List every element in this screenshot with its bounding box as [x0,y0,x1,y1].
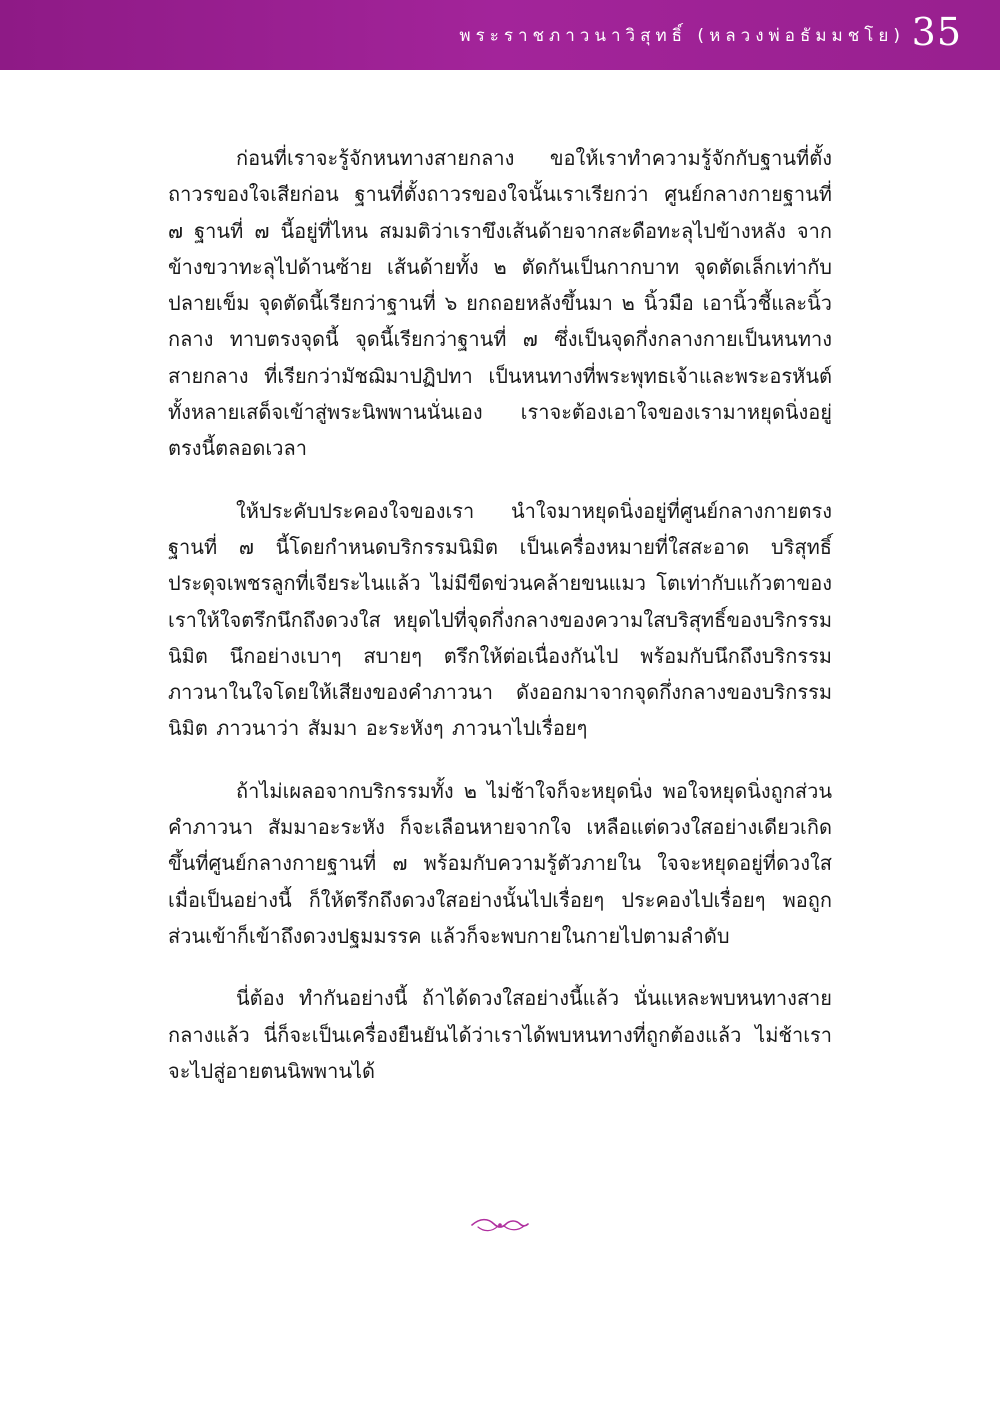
paragraph-1: ก่อนที่เราจะรู้จักหนทางสายกลาง ขอให้เราทำความรู้จักกับฐานที่ตั้งถาวรของใจเสียก่อน ฐานที่ตั้งถาวรของใจนั้นเราเรียกว่า ศูนย์กลางกายฐานที่ ๗ ฐานที่ ๗ นี้อยู่ที่ไหน สมมติว่าเราขึงเส้นด้ายจากสะดือทะลุไปข้างหลัง จากข้างขวาทะลุไปด้านซ้าย เส้นด้ายทั้ง ๒ ตัดกันเป็นกากบาท จุดตัดเล็กเท่ากับปลายเข็ม จุดตัดนี้เรียกว่าฐานที่ ๖ ยกถอยหลังขึ้นมา ๒ นิ้วมือ เอานิ้วชี้และนิ้วกลาง ทาบตรงจุดนี้ จุดนี้เรียกว่าฐานที่ ๗ ซึ่งเป็นจุดกึ่งกลางกายเป็นหนทางสายกลาง ที่เรียกว่ามัชฌิมาปฏิปทา เป็นหนทางที่พระพุทธเจ้าและพระอรหันต์ทั้งหลายเสด็จเข้าสู่พระนิพพานนั่นเอง เราจะต้องเอาใจของเรามาหยุดนิ่งอยู่ตรงนี้ตลอดเวลา [168,146,832,461]
paragraph-2: ให้ประคับประคองใจของเรา นำใจมาหยุดนิ่งอยู่ที่ศูนย์กลางกายตรงฐานที่ ๗ นี้โดยกำหนดบริกรรมนิมิต เป็นเครื่องหมายที่ใสสะอาด บริสุทธิ์ประดุจเพชรลูกที่เจียระไนแล้ว ไม่มีขีดข่วนคล้ายขนแมว โตเท่ากับแก้วตาของเราให้ใจตรึกนึกถึงดวงใส หยุดไปที่จุดกึ่งกลางของความใสบริสุทธิ์ของบริกรรมนิมิต นึกอย่างเบาๆ สบายๆ ตรึกให้ต่อเนื่องกันไป พร้อมกับนึกถึงบริกรรมภาวนาในใจโดยให้เสียงของคำภาวนา ดังออกมาจากจุดกึ่งกลางของบริกรรมนิมิต ภาวนาว่า สัมมา อะระหังๆ ภาวนาไปเรื่อยๆ [168,498,832,741]
page-number: 35 [911,10,962,54]
paragraph-4: นี่ต้อง ทำกันอย่างนี้ ถ้าได้ดวงใสอย่างนี้แล้ว นั่นแหละพบหนทางสายกลางแล้ว นี่ก็จะเป็นเครื่องยืนยันได้ว่าเราได้พบหนทางที่ถูกต้องแล้ว ไม่ช้าเราจะไปสู่อายตนนิพพานได้ [168,986,832,1083]
flourish-ornament-icon [470,1214,530,1236]
header-band [0,0,1000,70]
paragraph-3: ถ้าไม่เผลอจากบริกรรมทั้ง ๒ ไม่ช้าใจก็จะหยุดนิ่ง พอใจหยุดนิ่งถูกส่วน คำภาวนา สัมมาอะระหัง ก็จะเลือนหายจากใจ เหลือแต่ดวงใสอย่างเดียวเกิดขึ้นที่ศูนย์กลางกายฐานที่ ๗ พร้อมกับความรู้ตัวภายใน ใจจะหยุดอยู่ที่ดวงใส เมื่อเป็นอย่างนี้ ก็ให้ตรึกถึงดวงใสอย่างนั้นไปเรื่อยๆ ประคองไปเรื่อยๆ พอถูกส่วนเข้าก็เข้าถึงดวงปฐมมรรค แล้วก็จะพบกายในกายไปตามลำดับ [168,778,832,948]
running-header-title: พระราชภาวนาวิสุทธิ์ (หลวงพ่อธัมมชโย) [459,26,905,46]
main-content [168,140,832,1115]
